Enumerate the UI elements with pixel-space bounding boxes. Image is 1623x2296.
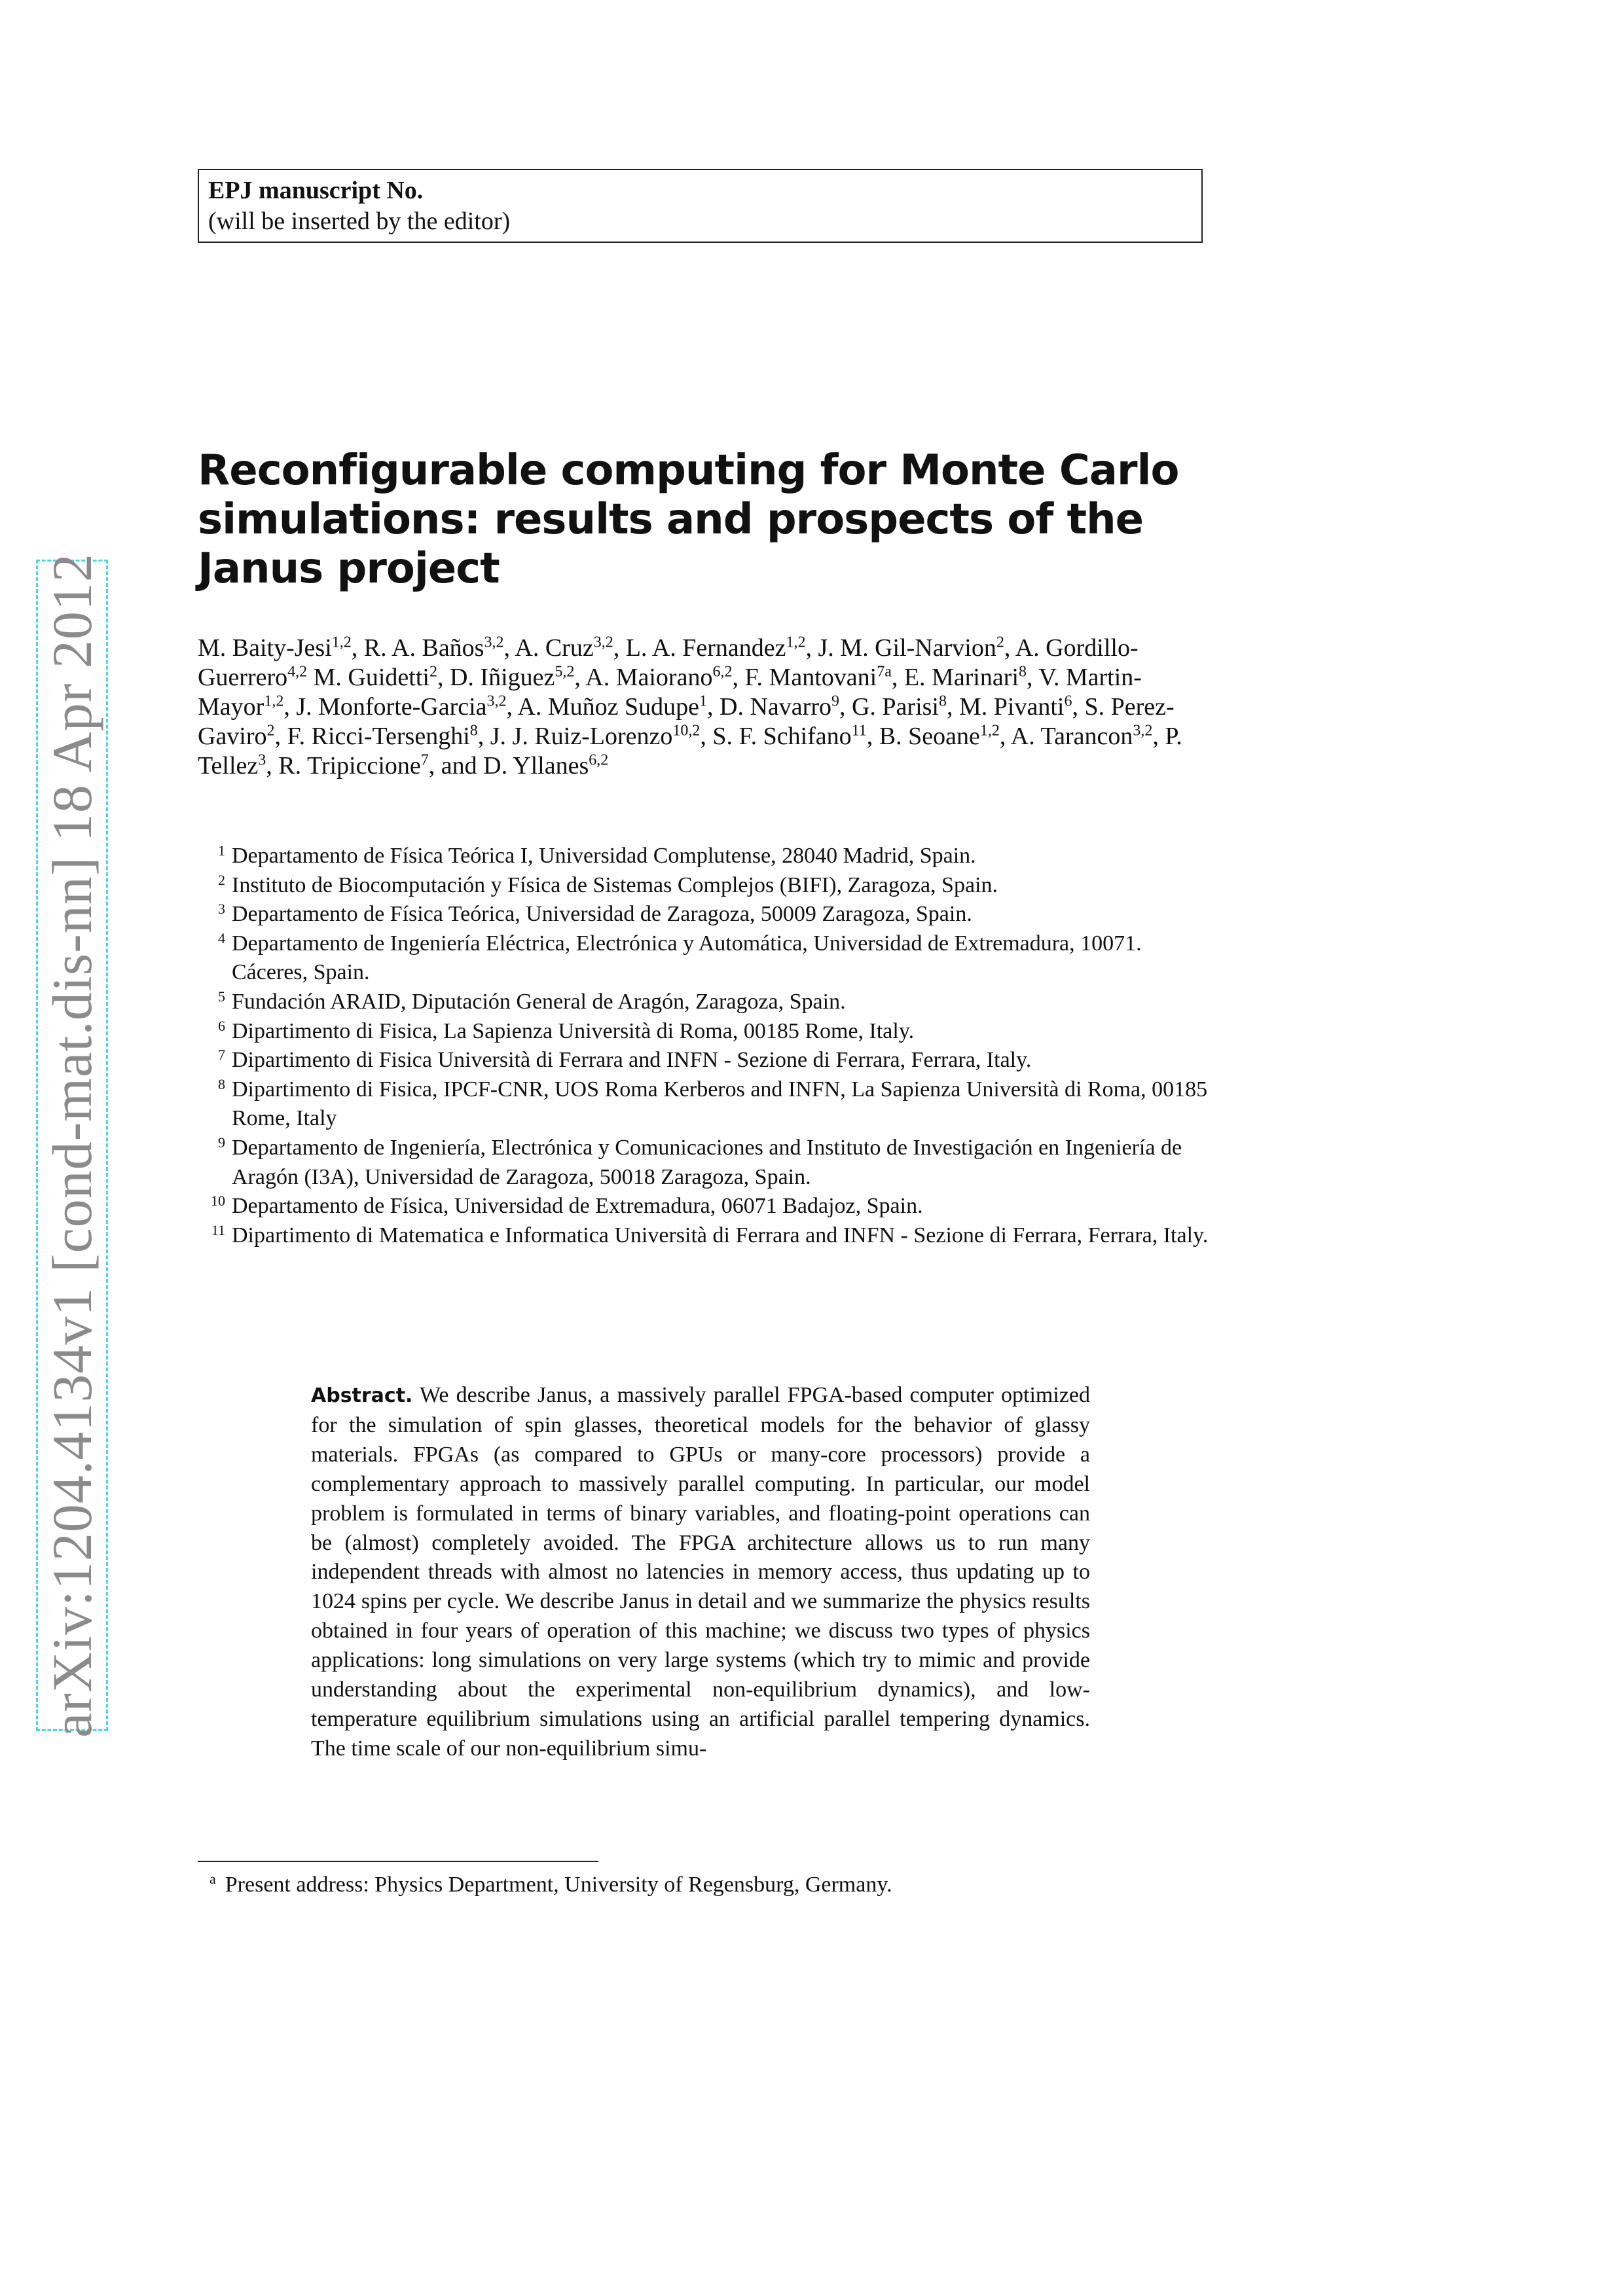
- author-name: A. Tarancon: [1010, 723, 1133, 750]
- author-affiliation-marker: 1,2: [331, 634, 352, 651]
- footnote: [210, 1871, 1205, 1901]
- author-affiliation-marker: 6: [1064, 692, 1072, 710]
- affiliation-text: Dipartimento di Fisica Università di Ferrara and INFN - Sezione di Ferrara, Ferrara, Italy.: [232, 1048, 1032, 1073]
- author: [515, 634, 613, 662]
- author-name: L. A. Fernandez: [625, 634, 786, 662]
- affiliation-text: Instituto de Biocomputación y Física de Sistemas Complejos (BIFI), Zaragoza, Spain.: [232, 872, 998, 897]
- abstract-body: We describe Janus, a massively parallel FPGA-based computer optimized for the simulation of spin glasses, theoretical models for the behavior of glassy materials. FPGAs (as compared to GPUs or many-core processors) provide a complementary approach to massively parallel computing. In particular, our model problem is formulated in terms of binary variables, and floating-point operations can be (almost) completely avoided. The FPGA architecture allows us to run many independent threads with almost no latencies in memory access, thus updating up to 1024 spins per cycle. We describe Janus in detail and we summarize the physics results obtained in four years of operation of this machine; we discuss two types of physics applications: long simulations on very large systems (which try to mimic and provide understanding about the experimental non-equilibrium dynamics), and low-temperature equilibrium simulations using an artificial parallel tempering dynamics. The time scale of our non-equilibrium simu-: [311, 1383, 1090, 1761]
- affiliation-number: 5: [218, 988, 225, 1005]
- arxiv-identifier: arXiv:1204.4134v1 [cond-mat.dis-nn] 18 Apr 2012: [41, 553, 103, 1738]
- author-affiliation-marker: 4,2: [287, 663, 308, 681]
- author-affiliation-marker: 3,2: [593, 634, 613, 651]
- affiliation-item: [198, 1046, 1219, 1075]
- author: [626, 634, 806, 662]
- author: [278, 752, 428, 780]
- affiliation-text: Dipartimento di Matematica e Informatica Università di Ferrara and INFN - Sezione di Ferrara, Ferrara, Italy.: [232, 1223, 1209, 1247]
- author: [1011, 723, 1153, 750]
- author-name: S. F. Schifano: [712, 723, 852, 750]
- author-name: A. Gordillo-Guerrero: [198, 634, 1139, 691]
- author-affiliation-marker: 3,2: [1133, 722, 1153, 740]
- author: [364, 634, 504, 662]
- author: [198, 634, 352, 662]
- footnote-rule: [198, 1861, 598, 1862]
- author-name: V. Martin-Mayor: [198, 664, 1142, 721]
- author-affiliation-marker: 3,2: [486, 692, 507, 710]
- affiliation-text: Departamento de Física Teórica I, Universidad Complutense, 28040 Madrid, Spain.: [232, 844, 976, 868]
- author-affiliation-marker: 2: [266, 722, 275, 740]
- affiliation-text: Departamento de Ingeniería Eléctrica, Electrónica y Automática, Universidad de Extremadura, 10071. Cáceres, Spain.: [232, 931, 1142, 985]
- affiliation-item: [198, 1017, 1219, 1047]
- affiliation-number: 11: [211, 1221, 225, 1238]
- author-name: F. Mantovani: [744, 664, 877, 691]
- author-name: D. Yllanes: [483, 752, 589, 780]
- author: [483, 752, 608, 780]
- author-name: A. Maiorano: [585, 664, 713, 691]
- author-affiliation-marker: 6,2: [712, 663, 733, 681]
- author-name: J. J. Ruiz-Lorenzo: [490, 723, 673, 750]
- author: [879, 723, 1000, 750]
- footnote-text: Present address: Physics Department, University of Regensburg, Germany.: [225, 1873, 892, 1897]
- author: [744, 664, 891, 691]
- author-affiliation-marker: 2: [429, 663, 437, 681]
- author-name: A. Cruz: [515, 634, 594, 662]
- author: [450, 664, 574, 691]
- affiliation-text: Departamento de Física, Universidad de Extremadura, 06071 Badajoz, Spain.: [232, 1194, 923, 1219]
- author: [517, 693, 707, 721]
- abstract-heading: Abstract.: [311, 1384, 413, 1407]
- author-affiliation-marker: 2: [996, 634, 1004, 651]
- author-affiliation-marker: 3,2: [484, 634, 504, 651]
- affiliation-number: 10: [211, 1193, 225, 1210]
- affiliation-text: Departamento de Ingeniería, Electrónica y Comunicaciones and Instituto de Investigación en Ingeniería de Aragón (I3A), Universidad de Zaragoza, 50018 Zaragoza, Spain.: [232, 1135, 1182, 1189]
- author: [852, 693, 947, 721]
- paper-title: Reconfigurable computing for Monte Carlo simulations: results and prospects of the Janus project: [198, 446, 1179, 593]
- affiliation-number: 6: [218, 1017, 225, 1034]
- author: [296, 693, 506, 721]
- author-affiliation-marker: 8: [938, 692, 947, 710]
- affiliation-text: Departamento de Física Teórica, Universidad de Zaragoza, 50009 Zaragoza, Spain.: [232, 902, 972, 927]
- author-affiliation-marker: 7a: [877, 663, 892, 681]
- affiliation-list: [198, 842, 1219, 1250]
- affiliation-item: [198, 900, 1219, 929]
- author: [904, 664, 1027, 691]
- author: [720, 693, 839, 721]
- author-affiliation-marker: 11: [851, 722, 867, 740]
- author-affiliation-marker: 1,2: [979, 722, 1000, 740]
- author: [314, 664, 437, 691]
- author-name: R. A. Baños: [363, 634, 484, 662]
- author-name: M. Baity-Jesi: [198, 634, 332, 662]
- author-affiliation-marker: 10,2: [672, 722, 701, 740]
- journal-line: EPJ manuscript No.: [208, 177, 424, 204]
- author-name: S. Perez-Gaviro: [198, 693, 1175, 750]
- affiliation-number: 2: [218, 871, 225, 888]
- author: [287, 723, 478, 750]
- author-affiliation-marker: 3: [258, 751, 266, 769]
- affiliation-item: [198, 929, 1219, 988]
- affiliation-number: 1: [218, 842, 225, 859]
- footnote-mark: a: [210, 1871, 216, 1887]
- author-affiliation-marker: 9: [831, 692, 839, 710]
- author-name: D. Iñiguez: [449, 664, 555, 691]
- author-affiliation-marker: 6,2: [589, 751, 609, 769]
- affiliation-item: [198, 1075, 1219, 1134]
- author-affiliation-marker: 8: [469, 722, 478, 740]
- author-name: M. Pivanti: [958, 693, 1065, 721]
- author-name: A. Muñoz Sudupe: [517, 693, 700, 721]
- affiliation-text: Dipartimento di Fisica, La Sapienza Università di Roma, 00185 Rome, Italy.: [232, 1018, 915, 1043]
- affiliation-item: [198, 1134, 1219, 1192]
- manuscript-header-box: [198, 169, 1203, 243]
- affiliation-number: 8: [218, 1075, 225, 1092]
- author-name: G. Parisi: [851, 693, 939, 721]
- affiliation-item: [198, 871, 1219, 901]
- affiliation-number: 9: [218, 1134, 225, 1151]
- affiliation-number: 7: [218, 1047, 225, 1064]
- author-affiliation-marker: 8: [1019, 663, 1027, 681]
- affiliation-number: 4: [218, 929, 225, 946]
- author: [490, 723, 701, 750]
- abstract: [311, 1381, 1090, 1764]
- author-name: J. M. Gil-Narvion: [818, 634, 996, 662]
- author-name: R. Tripiccione: [278, 752, 421, 780]
- author-name: M. Guidetti: [313, 664, 429, 691]
- author-affiliation-marker: 1: [699, 692, 708, 710]
- affiliation-text: Dipartimento di Fisica, IPCF-CNR, UOS Roma Kerberos and INFN, La Sapienza Università di Roma, 00185 Rome, Italy: [232, 1077, 1208, 1131]
- author-name: P. Tellez: [198, 723, 1182, 780]
- affiliation-item: [198, 842, 1219, 871]
- author-affiliation-marker: 1,2: [786, 634, 806, 651]
- author: [818, 634, 1004, 662]
- author-affiliation-marker: 7: [420, 751, 429, 769]
- author: [959, 693, 1072, 721]
- author-name: E. Marinari: [903, 664, 1019, 691]
- arxiv-sidebar-stamp: [36, 553, 108, 1738]
- author: [712, 723, 866, 750]
- author-affiliation-marker: 5,2: [555, 663, 575, 681]
- affiliation-item: [198, 1192, 1219, 1221]
- author: [585, 664, 732, 691]
- editor-note: (will be inserted by the editor): [208, 207, 511, 235]
- author-name: B. Seoane: [879, 723, 980, 750]
- author-name: D. Navarro: [720, 693, 831, 721]
- author-name: J. Monforte-Garcia: [296, 693, 487, 721]
- author-name: F. Ricci-Tersenghi: [287, 723, 470, 750]
- affiliation-text: Fundación ARAID, Diputación General de Aragón, Zaragoza, Spain.: [232, 989, 846, 1014]
- affiliation-number: 3: [218, 901, 225, 918]
- author-affiliation-marker: 1,2: [264, 692, 284, 710]
- affiliation-item: [198, 988, 1219, 1017]
- author-list: M. Baity-Jesi$^{1,2}$, R. A. Baños$^{3,2}$, A. Cruz$^{3,2}$, L. A. Fernandez$^{1,2}$, J. M. Gil-Narvion$^2$, A. Gordillo-Guerrero$^{4,2}$ M. Guidetti$^2$, D. Iñiguez$^{5,2}$, A. Maiorano$^{6,2}$, F. Mantovani$^{7a}$, E. Marinari$^8$, V. Martin-Mayor$^{1,2}$, J. Monforte-Garcia$^{3,2}$, A. Muñoz Sudupe$^1$, D. Navarro$^9$, G. Parisi$^8$, M. Pivanti$^6$, S. Perez-Gaviro$^2$, F. Ricci-Tersenghi$^8$, J. J. Ruiz-Lorenzo$^{10,2}$, S. F. Schifano$^{11}$, B. Seoane$^{1,2}$, A. Tarancon$^{3,2}$, P. Tellez$^3$, R. Tripiccione$^7$, and D. Yllanes$^{6,2}$: [198, 634, 1182, 780]
- affiliation-item: [198, 1221, 1219, 1251]
